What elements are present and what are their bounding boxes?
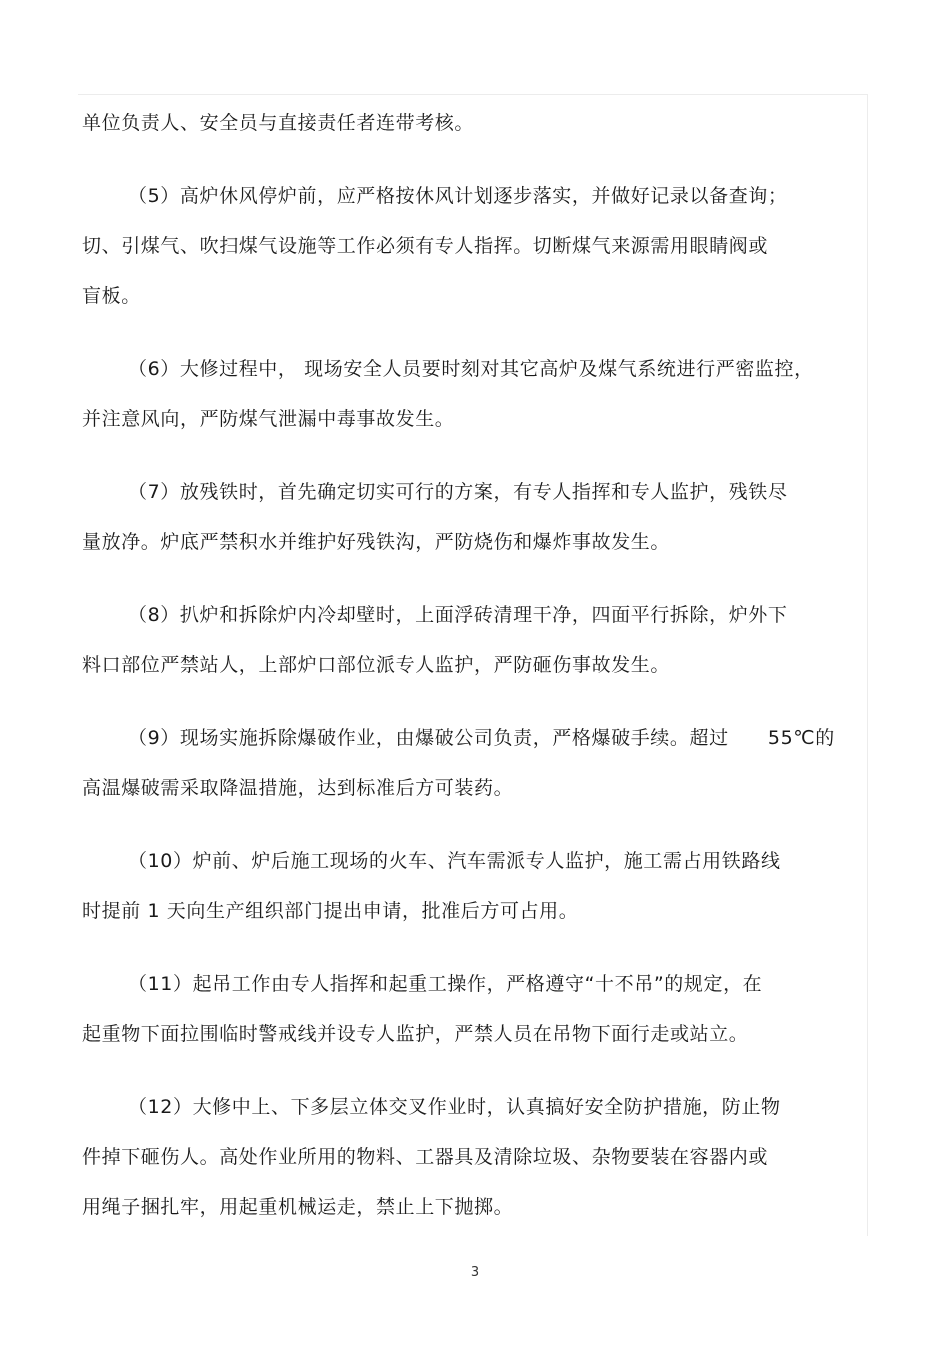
paragraph-1 — [82, 98, 872, 148]
page-number: 3 — [470, 1265, 480, 1280]
paragraph-line: （6）大修过程中， 现场安全人员要时刻对其它高炉及煤气系统进行严密监控， — [128, 358, 814, 380]
paragraph-item-7 — [82, 467, 872, 567]
paragraph-line: 切、引煤气、吹扫煤气设施等工作必须有专人指挥。切断煤气来源需用眼睛阀或 — [82, 235, 769, 257]
paragraph-line: 时提前 1 天向生产组织部门提出申请，批准后方可占用。 — [82, 900, 579, 922]
paragraph-line: 起重物下面拉围临时警戒线并设专人监护，严禁人员在吊物下面行走或站立。 — [82, 1023, 749, 1045]
paragraph-item-11 — [82, 959, 872, 1059]
paragraph-line: 高温爆破需采取降温措施，达到标准后方可装药。 — [82, 777, 514, 799]
paragraph-item-6 — [82, 344, 872, 444]
paragraph-line: 件掉下砸伤人。高处作业所用的物料、工器具及清除垃圾、杂物要装在容器内或 — [82, 1146, 769, 1168]
paragraph-line: （5）高炉休风停炉前，应严格按休风计划逐步落实，并做好记录以备查询； — [128, 185, 788, 207]
paragraph-line: （8）扒炉和拆除炉内冷却壁时，上面浮砖清理干净，四面平行拆除，炉外下 — [128, 604, 788, 626]
paragraph-line: （10）炉前、炉后施工现场的火车、汽车需派专人监护，施工需占用铁路线 — [128, 850, 781, 872]
paragraph-line: 并注意风向，严防煤气泄漏中毒事故发生。 — [82, 408, 455, 430]
paragraph-line: （11）起吊工作由专人指挥和起重工操作，严格遵守“十不吊”的规定，在 — [128, 973, 763, 995]
paragraph-item-8 — [82, 590, 872, 690]
paragraph-item-9 — [82, 713, 872, 813]
paragraph-line: （12）大修中上、下多层立体交叉作业时，认真搞好安全防护措施，防止物 — [128, 1096, 781, 1118]
paragraph-item-10 — [82, 836, 872, 936]
paragraph-line: 量放净。炉底严禁积水并维护好残铁沟，严防烧伤和爆炸事故发生。 — [82, 531, 671, 553]
paragraph-line: 盲板。 — [82, 285, 141, 307]
paragraph-item-12 — [82, 1082, 872, 1232]
paragraph-item-5 — [82, 171, 872, 321]
paragraph-line: 用绳子捆扎牢，用起重机械运走，禁止上下抛掷。 — [82, 1196, 514, 1218]
paragraph-line: （9）现场实施拆除爆破作业，由爆破公司负责，严格爆破手续。超过 55℃的 — [128, 727, 835, 749]
paragraph-line: （7）放残铁时，首先确定切实可行的方案，有专人指挥和专人监护，残铁尽 — [128, 481, 788, 503]
paragraph-line: 料口部位严禁站人，上部炉口部位派专人监护，严防砸伤事故发生。 — [82, 654, 671, 676]
paragraph-line: 单位负责人、安全员与直接责任者连带考核。 — [82, 112, 475, 134]
document-body — [82, 98, 872, 1255]
